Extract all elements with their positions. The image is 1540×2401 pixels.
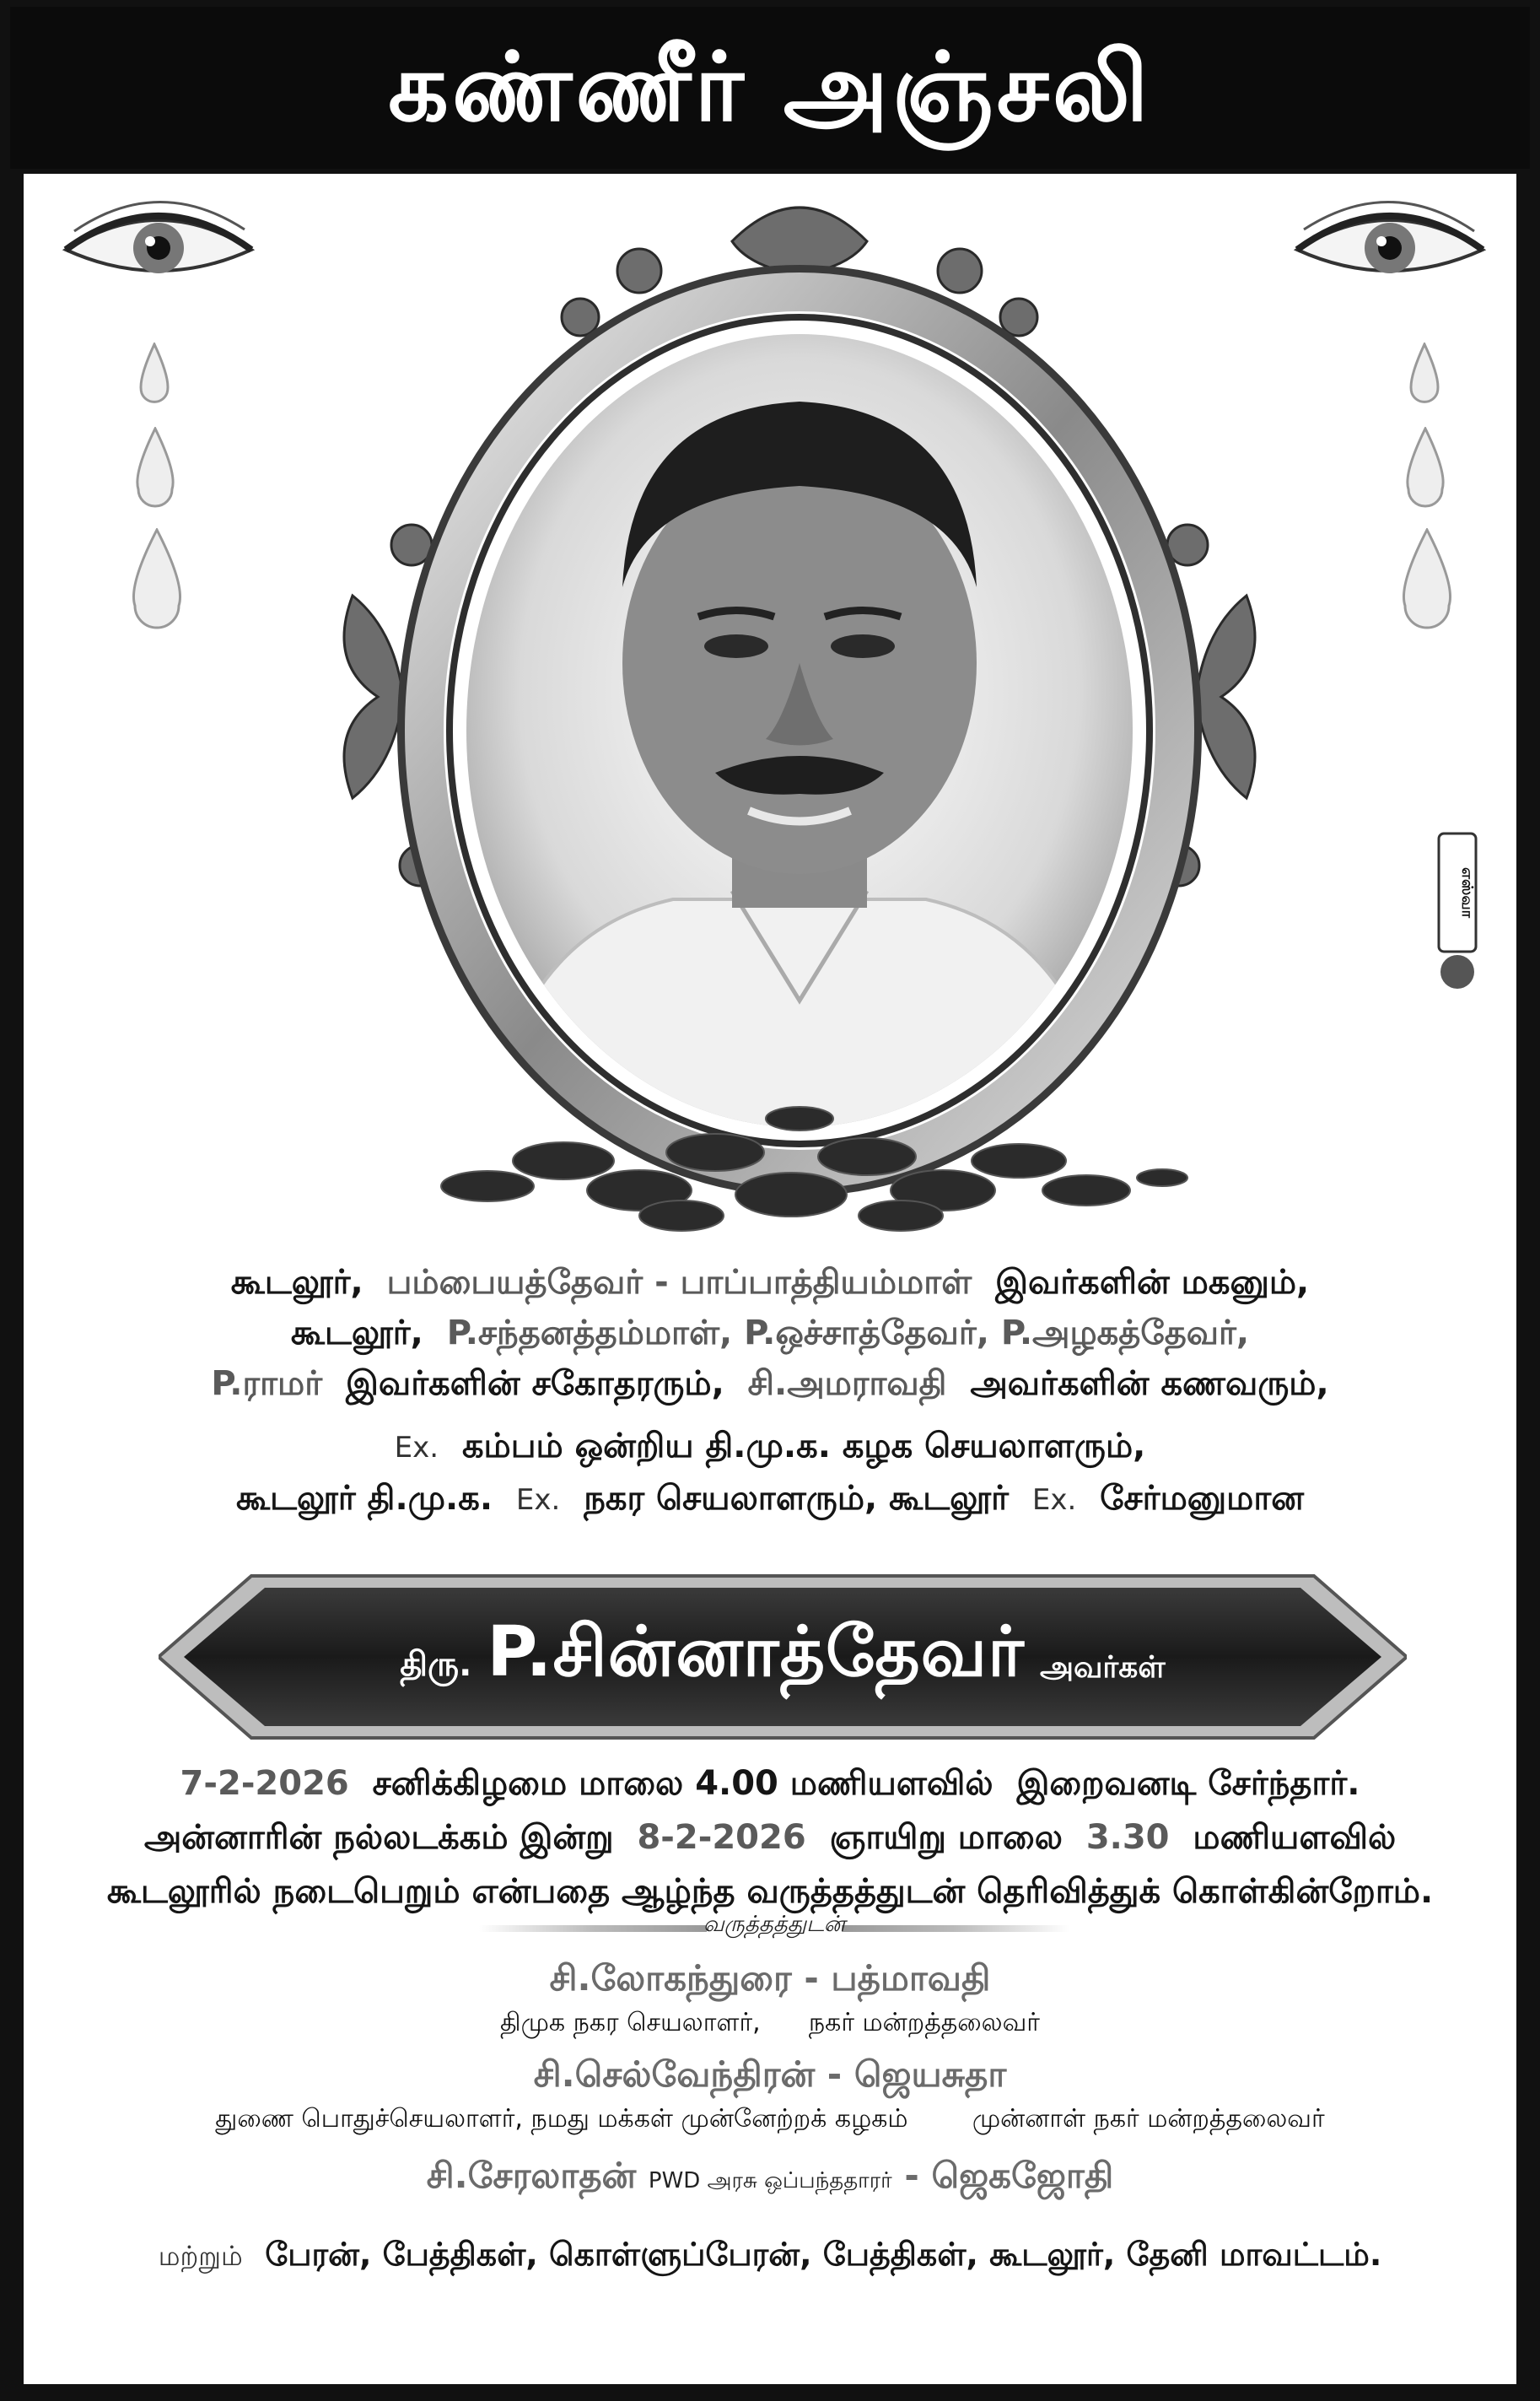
mourner-role: நகர் மன்றத்தலைவர் bbox=[808, 2008, 1040, 2037]
position-text: நகர செயலாளரும், கூடலூர் bbox=[584, 1479, 1009, 1518]
sibling-name: P.ராமர் bbox=[211, 1364, 323, 1403]
intro-line-2 bbox=[24, 1308, 1516, 1358]
mourner-role: துணை பொதுச்செயலாளர், நமது மக்கள் முன்னேற்றக் கழகம் bbox=[215, 2104, 908, 2134]
honorific-prefix: திரு. bbox=[400, 1644, 472, 1684]
mourner-names: சி.செல்வேந்திரன் - ஜெயசுதா bbox=[533, 2053, 1007, 2095]
announcement-text: சனிக்கிழமை மாலை 4.00 மணியளவில் bbox=[372, 1764, 993, 1803]
mourner-role: PWD அரசு ஒப்பந்ததாரர் bbox=[648, 2168, 892, 2193]
mourner-name: சி.சேரலாதன் bbox=[426, 2155, 637, 2196]
mourner-roles bbox=[24, 2004, 1516, 2042]
intro-text: இவர்களின் சகோதரரும், bbox=[346, 1364, 724, 1403]
relations-block bbox=[24, 1257, 1516, 1525]
intro-text: கூடலூர், bbox=[230, 1263, 363, 1302]
burial-time: 3.30 bbox=[1085, 1818, 1170, 1857]
header-banner bbox=[10, 7, 1530, 169]
tear-drop-icon bbox=[1400, 427, 1451, 511]
ex-label: Ex. bbox=[394, 1431, 439, 1465]
mourner-role: திமுக நகர செயலாளர், bbox=[500, 2008, 761, 2037]
name-banner bbox=[159, 1573, 1407, 1741]
intro-line-3 bbox=[24, 1358, 1516, 1409]
closing-line bbox=[24, 2229, 1516, 2281]
banner-text bbox=[159, 1573, 1407, 1741]
mourner-names bbox=[24, 2150, 1516, 2207]
header-title: கண்ணீர் அஞ்சலி bbox=[388, 33, 1152, 143]
mourner-names: சி.லோகந்துரை - பத்மாவதி bbox=[549, 1957, 991, 1999]
mourner-pair-2 bbox=[24, 2048, 1516, 2138]
studio-credit bbox=[1437, 832, 1478, 992]
tear-drop-icon bbox=[125, 528, 189, 633]
announcement-line-3: கூடலூரில் நடைபெறும் என்பதை ஆழ்ந்த வருத்தத்துடன் தெரிவித்துக் கொள்கின்றோம். bbox=[106, 1872, 1434, 1911]
burial-date: 8-2-2026 bbox=[637, 1818, 806, 1857]
separator-label: வருத்தத்துடன் bbox=[703, 1912, 846, 1937]
honorific-suffix: அவர்கள் bbox=[1039, 1650, 1166, 1685]
wife-name: சி.அமராவதி bbox=[747, 1364, 947, 1403]
intro-line-1 bbox=[24, 1257, 1516, 1308]
announcement-text: இறைவனடி சேர்ந்தார். bbox=[1016, 1764, 1360, 1803]
closing-text: பேரன், பேத்திகள், கொள்ளுப்பேரன், பேத்திகள், கூடலூர், தேனி மாவட்டம். bbox=[265, 2236, 1382, 2273]
mourner-role: முன்னாள் நகர் மன்றத்தலைவர் bbox=[972, 2104, 1325, 2134]
tear-drop-icon bbox=[1403, 343, 1446, 410]
deceased-name: P.சின்னாத்தேவர் bbox=[487, 1612, 1025, 1692]
portrait-frame bbox=[277, 191, 1322, 1262]
position-text: சேர்மனுமான bbox=[1100, 1479, 1305, 1518]
tear-drop-icon bbox=[133, 343, 175, 410]
announcement-text: ஞாயிறு மாலை bbox=[829, 1818, 1063, 1857]
announcement-text: அன்னாரின் நல்லடக்கம் இன்று bbox=[143, 1818, 614, 1857]
announcement-block bbox=[24, 1756, 1516, 1918]
parents-names: பம்பையத்தேவர் - பாப்பாத்தியம்மாள் bbox=[386, 1263, 972, 1302]
intro-text: கூடலூர், bbox=[290, 1314, 423, 1352]
poster-panel bbox=[24, 174, 1516, 2384]
closing-prefix: மற்றும் bbox=[158, 2240, 243, 2272]
ex-label: Ex. bbox=[515, 1483, 561, 1517]
siblings-names: P.சந்தனத்தம்மாள், P.ஒச்சாத்தேவர், P.அழகத்தேவர், bbox=[446, 1314, 1250, 1352]
mourner-name: - ஜெகஜோதி bbox=[904, 2155, 1114, 2196]
mourner-pair-3 bbox=[24, 2150, 1516, 2207]
position-text: கூடலூர் தி.மு.க. bbox=[235, 1479, 493, 1518]
intro-text: இவர்களின் மகனும், bbox=[995, 1263, 1310, 1302]
separator bbox=[479, 1912, 1069, 1942]
tear-drop-icon bbox=[130, 427, 180, 511]
death-date: 7-2-2026 bbox=[180, 1764, 349, 1803]
tear-drop-icon bbox=[1395, 528, 1459, 633]
intro-text: அவர்களின் கணவரும், bbox=[970, 1364, 1329, 1403]
position-text: கம்பம் ஒன்றிய தி.மு.க. கழக செயலாளரும், bbox=[461, 1427, 1146, 1465]
ex-label: Ex. bbox=[1031, 1483, 1077, 1517]
mourner-pair-1 bbox=[24, 1952, 1516, 2042]
intro-line-4 bbox=[24, 1421, 1516, 1473]
announcement-line-1 bbox=[24, 1756, 1516, 1810]
announcement-line-2 bbox=[24, 1810, 1516, 1864]
studio-credit-text: எஸ்வா bbox=[1458, 866, 1476, 919]
intro-line-5 bbox=[24, 1473, 1516, 1525]
mourner-roles bbox=[24, 2101, 1516, 2138]
announcement-text: மணியளவில் bbox=[1193, 1818, 1397, 1857]
crying-eye-left-icon bbox=[57, 199, 260, 292]
